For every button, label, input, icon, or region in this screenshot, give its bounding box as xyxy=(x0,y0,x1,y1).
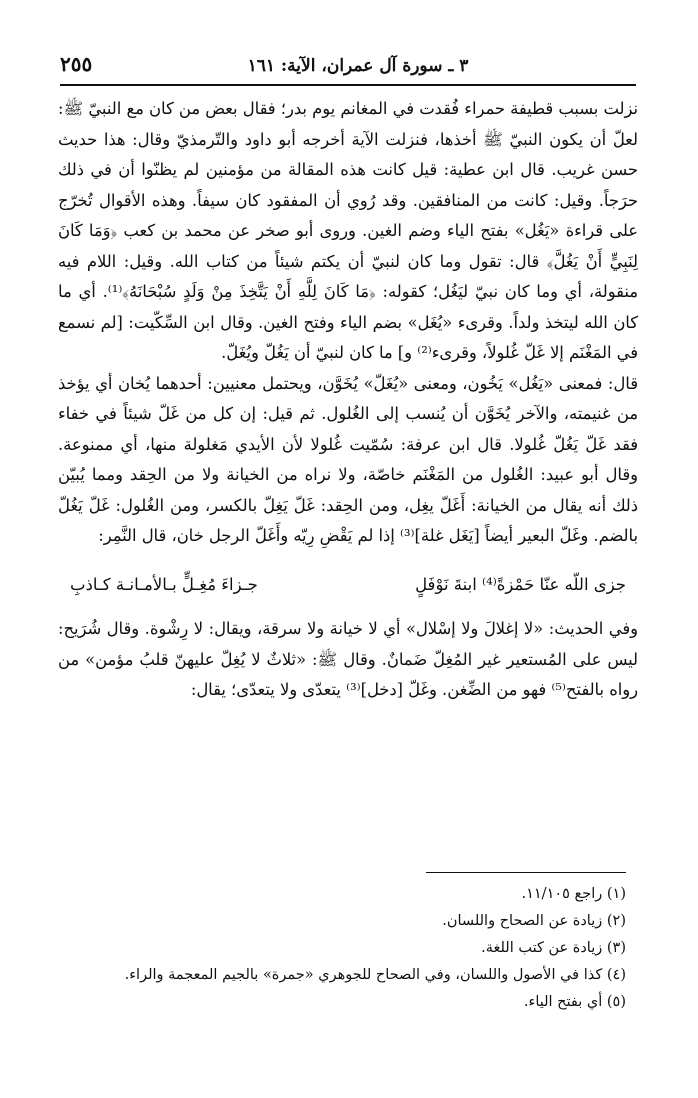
paragraph: وفي الحديث: «لا إغلالَ ولا إسْلال» أي لا خيانة ولا سرقة، ويقال: لا رِشْوة. وقال شُرَيح: ليس على المُستعير غير المُغِلّ ضَمانٌ. وقال ﷺ: «ثلاثٌ لا يُغِلّ عليهنّ قلبُ مؤمن» من رواه بالفتح⁽⁵⁾ فهو من الضِّغن. وغَلّ [دخل]⁽³⁾ يتعدّى ولا يتعدّى؛ يقال: xyxy=(58,619,638,699)
footnote-item: (٥) أي بفتح الياء. xyxy=(523,994,626,1010)
page-number: ٢٥٥ xyxy=(60,52,93,76)
paragraph: نزلت بسبب قطيفة حمراء فُقدت في المغانم يوم بدر؛ فقال بعض من كان مع النبيّ ﷺ: لعلّ أن يكون النبيّ ﷺ أخذها، فنزلت الآية أخرجه أبو داود والتّرمذيّ وقال: هذا حديث حسن غريب. قال ابن عطية: قيل كانت هذه المقالة من مؤمنين لم يظنّوا أن في ذلك حرَجاً. وقيل: كانت من المنافقين. وقد رُوي أن المفقود كان سيفاً. وهذه الأقوال تُخرّج على قراءة «يَغُل» بفتح الياء وضم الغين. وروى أبو صخر عن محمد بن كعب ﴿وَمَا كَانَ لِنَبِيٍّ أَنْ يَغُلَّ﴾ قال: تقول وما كان لنبيّ أن يكتم شيئاً من كتاب الله. وقيل: اللام فيه منقولة، أي وما كان نبيّ ليَغُل؛ كقوله: ﴿مَا كَانَ لِلَّهِ أَنْ يَتَّخِذَ مِنْ وَلَدٍ سُبْحَانَهُ﴾⁽¹⁾. أي ما كان الله ليتخذ ولداً. وقرىء «يُغَل» بضم الياء وفتح الغين. وقال ابن السِّكّيت: [لم نسمع في المَغْنَم إلا غَلّ غُلولاً، وقرىء⁽²⁾ و] ما كان لنبيّ أن يَغُلّ ويُغَلّ. xyxy=(58,99,638,362)
footnote-item: (٢) زيادة عن الصحاح واللسان. xyxy=(442,913,626,929)
main-text xyxy=(58,94,638,706)
verse-hemistich-second: جـزاءَ مُغِـلٍّ بـالأمـانـة كـاذبِ xyxy=(70,574,258,594)
running-title: ٣ ـ سورة آل عمران، الآية: ١٦١ xyxy=(247,56,469,76)
verse-hemistich-first: جزى اللّه عنّا حَمْزةً⁽⁴⁾ ابنةَ نَوْفَلٍ xyxy=(415,574,626,594)
footnote-item: (١) راجع ١١/١٠٥. xyxy=(521,886,626,902)
footnotes xyxy=(60,872,626,1016)
footnote-item: (٤) كذا في الأصول واللسان، وفي الصحاح للجوهري «جمرة» بالجيم المعجمة والراء. xyxy=(124,967,626,983)
paragraph: قال: فمعنى «يَغُل» يَخُون، ومعنى «يُغَلّ» يُخَوَّن، ويحتمل معنيين: أحدهما يُخان أي يؤخذ من غنيمته، والآخر يُخَوَّن أن يُنسب إلى الغُلول. ثم قيل: إن كل من غَلّ شيئاً في خفاء فقد غَلّ يَغُلّ غُلولا. قال ابن عرفة: سُمّيت غُلولا لأن الأيدي مَغلولة منها، أي ممنوعة. وقال أبو عبيد: الغُلول من المَغْنَم خاصّة، ولا نراه من الخيانة ولا من الحِقد ومما يُبيّن ذلك أنه يقال من الخيانة: أَغَلّ يغِل، ومن الحِقد: غَلّ يَغِلّ بالكسر، ومن الغُلول: غَلّ يَغُلّ بالضم. وغَلّ البعير أيضاً [يَغَل غلة]⁽³⁾ إذا لم يَقْضِ رِيّه وأَغَلّ الرجل خان، قال النَّمِر: xyxy=(58,373,638,545)
page-header xyxy=(60,48,636,86)
footnote-divider xyxy=(426,872,626,873)
footnote-item: (٣) زيادة عن كتب اللغة. xyxy=(481,940,626,956)
poetry-verse xyxy=(70,570,626,601)
